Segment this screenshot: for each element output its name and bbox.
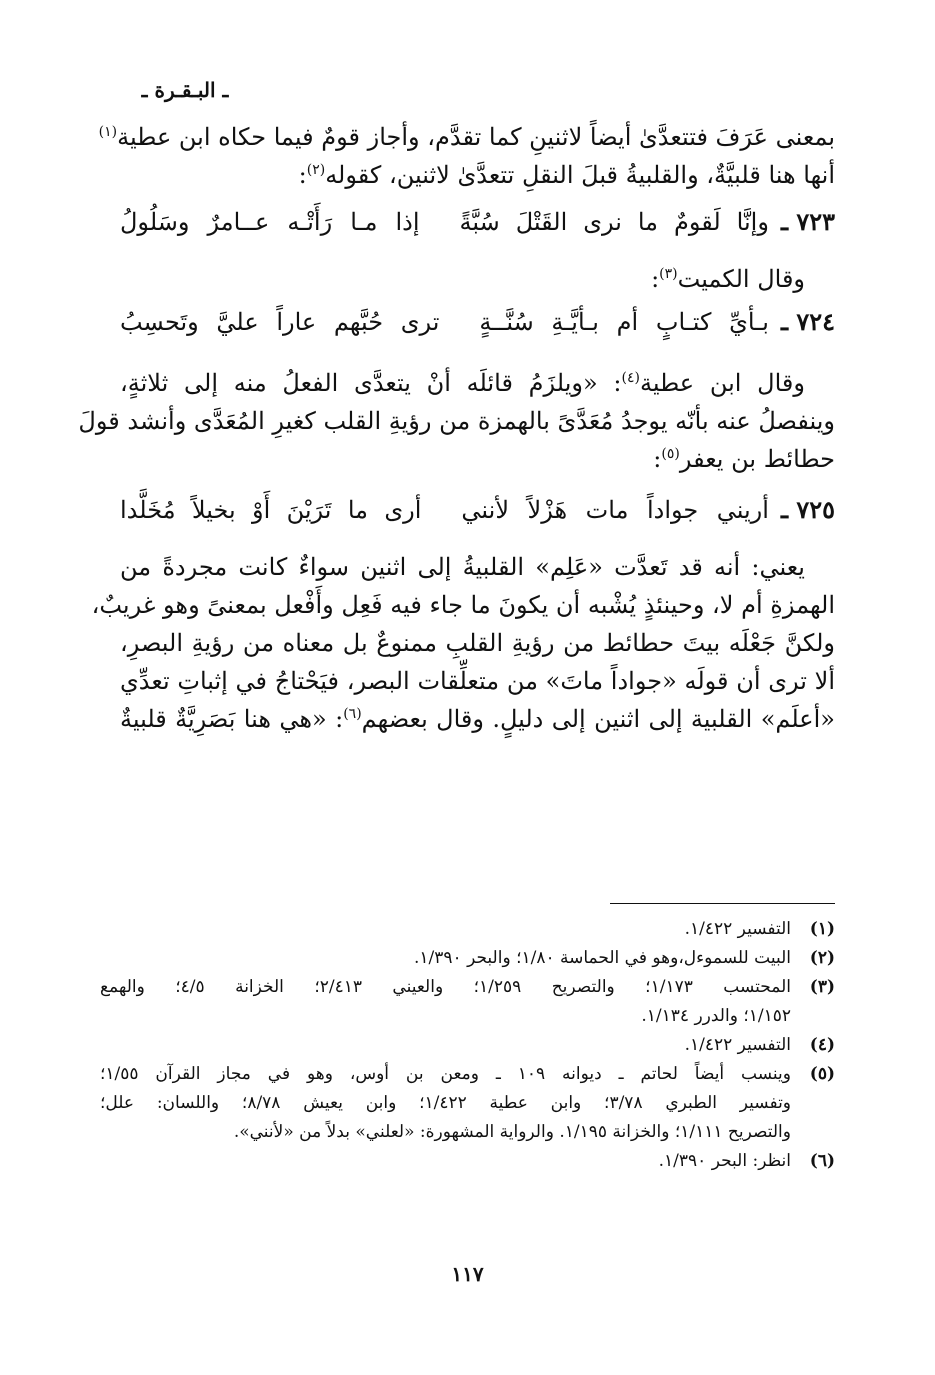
- text-line: حطائط بن يعفر$^{(٥)}$:: [653, 445, 835, 473]
- footnote-number: (٤): [809, 1035, 835, 1055]
- text-line: وينفصلُ عنه بأنّه يوجدُ مُعَدَّىً بالهمزة من رؤيةِ القلب كغيرِ المُعَدَّى وأنشد قولَ: [78, 407, 835, 435]
- verse-number: ٧٢٤ ـ: [780, 307, 835, 336]
- text-line: وقال الكميت$^{(٣)}$:: [651, 265, 805, 293]
- footnote-number: (٥): [809, 1064, 835, 1084]
- footnote-text: وينسب أيضاً لحاتم ـ ديوانه ١٠٩ ـ ومعن بن أوس، وهو في مجاز القرآن ١/٥٥؛: [100, 1064, 791, 1084]
- footnote-text: وتفسير الطبري ٣/٧٨؛ وابن عطية ١/٤٢٢؛ وابن يعيش ٨/٧٨؛ واللسان: علل؛: [100, 1093, 792, 1113]
- verse-second-hemistich: أرى ما تَرَيْنَ أَوْ بخيلاً مُخَلَّدا: [119, 496, 422, 524]
- verse-724: [120, 302, 835, 342]
- main-text: [78, 118, 835, 738]
- footnote-text: البيت للسموءل،وهو في الحماسة ١/٨٠؛ والبحر ١/٣٩٠.: [414, 948, 791, 968]
- text-line: وقال ابن عطية$^{(٤)}$: «ويلزَمُ قائلَه أنْ يتعدَّى الفعلُ منه إلى ثلاثةٍ،: [120, 369, 805, 397]
- footnote: [100, 1031, 835, 1060]
- footnote-ref: (٣): [659, 266, 678, 282]
- footnote-separator: [610, 903, 835, 904]
- text-line: الهمزةِ أم لا، وحينئذٍ يُشْبه أن يكونَ ما جاء فيه فَعِل وأَفْعل بمعنىً وهو غريبٌ،: [91, 591, 835, 619]
- footnote-text: انظر: البحر ١/٣٩٠.: [658, 1151, 791, 1171]
- footnote-text: التفسير ١/٤٢٢.: [684, 919, 791, 939]
- footnote: [100, 1060, 835, 1147]
- footnote-number: (٢): [809, 948, 835, 968]
- footnote: [100, 973, 835, 1031]
- text-line: «أعلَم» القلبية إلى اثنين إلى دليلٍ. وقال بعضهم$^{(٦)}$: «هي هنا بَصَرِيَّةٌ قلبيةٌ: [120, 705, 835, 733]
- footnote-number: (١): [809, 919, 835, 939]
- text-line: ألا ترى أن قولَه «جواداً ماتَ» من متعلِّقات البصر، فيَحْتاجُ في إثباتِ تعدِّي: [120, 667, 835, 695]
- footnote: [100, 944, 835, 973]
- footnote-ref: (٦): [343, 706, 362, 722]
- footnote-number: (٣): [809, 977, 835, 997]
- footnote-text: ١/١٥٢؛ والدرر ١/١٣٤.: [641, 1006, 791, 1026]
- text-line: بمعنى عَرَفَ فتتعدَّىٰ أيضاً لاثنينِ كما تقدَّم، وأجاز قومٌ فيما حكاه ابن عطية$^{(١)}$: [98, 123, 835, 151]
- verse-723: [120, 202, 835, 242]
- footnote-ref: (٢): [306, 162, 326, 178]
- footnote-text: التفسير ١/٤٢٢.: [684, 1035, 791, 1055]
- verse-first-hemistich: وإنَّا لَقومٌ ما نرى القَتْلَ سُبَّةً: [459, 208, 769, 236]
- verse-second-hemistich: ترى حُبَّهم عاراً عليَّ وتَحسِبُ: [119, 308, 440, 336]
- verse-second-hemistich: إذا مـا رَأَتْـه عــامرٌ وسَلُولُ: [119, 208, 420, 236]
- text-line: أنها هنا قلبيَّةٌ، والقلبيةُ قبلَ النقلِ تتعدَّىٰ لاثنين، كقوله$^{(٢)}$:: [298, 161, 835, 189]
- verse-first-hemistich: بـأيِّ كتـابٍ أم بـأيَّـةِ سُنَّــةٍ: [479, 308, 769, 336]
- footnote-text: والتصريح ١/١١١؛ والخزانة ١/١٩٥. والرواية المشهورة: «لعلني» بدلاً من «لأنني».: [233, 1122, 791, 1142]
- running-head: ـ البـقـرة ـ: [141, 78, 229, 102]
- footnote-number: (٦): [809, 1151, 835, 1171]
- text-line: يعني: أنه قد تَعدَّت «عَلِم» القلبيةُ إلى اثنين سواءٌ كانت مجردةً من: [120, 553, 805, 581]
- verse-number: ٧٢٥ ـ: [780, 495, 835, 524]
- verse-first-hemistich: أريني جواداً مات هَزْلاً لأنني: [461, 496, 769, 524]
- footnote: [100, 915, 835, 944]
- footnote-ref: (٥): [661, 446, 680, 462]
- text-line: ولكنَّ جَعْلَه بيتَ حطائط من رؤيةِ القلبِ ممنوعٌ بل معناه من رؤيةِ البصرِ،: [120, 629, 835, 657]
- footnote-ref: (٤): [621, 370, 640, 386]
- footnotes: [100, 915, 835, 1176]
- verse-725: [120, 490, 835, 530]
- page-number: ١١٧: [451, 1262, 484, 1286]
- footnote-text: المحتسب ١/١٧٣؛ والتصريح ١/٢٥٩؛ والعيني ٢/٤١٣؛ الخزانة ٤/٥؛ والهمع: [100, 977, 791, 997]
- footnote: [100, 1147, 835, 1176]
- verse-number: ٧٢٣ ـ: [780, 207, 835, 236]
- footnote-ref: (١): [98, 124, 118, 140]
